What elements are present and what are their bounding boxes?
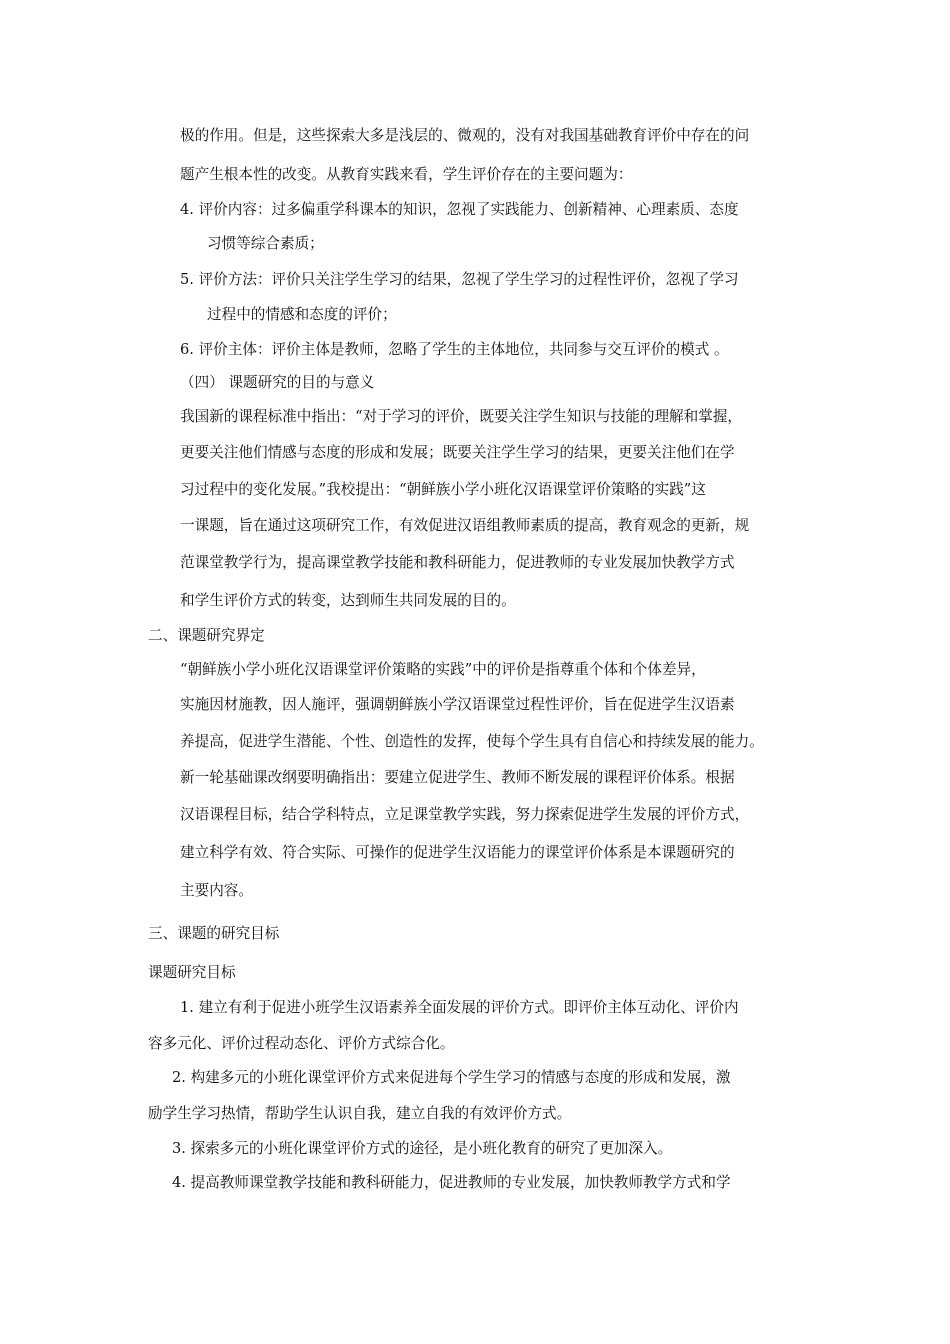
- paragraph-line: 范课堂教学行为，提高课堂教学技能和教科研能力，促进教师的专业发展加快教学方式: [180, 554, 735, 571]
- paragraph-line: 新一轮基础课改纲要明确指出：要建立促进学生、教师不断发展的课程评价体系。根据: [180, 769, 735, 786]
- subsection-heading: 课题研究目标: [148, 964, 236, 981]
- list-item: 4. 提高教师课堂教学技能和教科研能力，促进教师的专业发展，加快教师教学方式和学: [172, 1174, 731, 1191]
- section-heading: 三、课题的研究目标: [148, 925, 280, 942]
- list-item: 5. 评价方法：评价只关注学生学习的结果，忽视了学生学习的过程性评价，忽视了学习: [180, 271, 739, 288]
- paragraph-line: 养提高，促进学生潜能、个性、创造性的发挥，使每个学生具有自信心和持续发展的能力。: [180, 733, 764, 750]
- list-item-continuation: 励学生学习热情，帮助学生认识自我，建立自我的有效评价方式。: [148, 1105, 572, 1122]
- section-heading: 二、课题研究界定: [148, 627, 265, 644]
- list-item: 2. 构建多元的小班化课堂评价方式来促进每个学生学习的情感与态度的形成和发展，激: [172, 1069, 731, 1086]
- paragraph-line: 极的作用。但是，这些探索大多是浅层的、微观的，没有对我国基础教育评价中存在的问: [180, 127, 750, 144]
- paragraph-line: 汉语课程目标，结合学科特点，立足课堂教学实践，努力探索促进学生发展的评价方式，: [180, 806, 750, 823]
- list-item: 1. 建立有利于促进小班学生汉语素养全面发展的评价方式。即评价主体互动化、评价内: [180, 999, 739, 1016]
- list-item: 3. 探索多元的小班化课堂评价方式的途径，是小班化教育的研究了更加深入。: [172, 1140, 673, 1157]
- section-heading: （四） 课题研究的目的与意义: [180, 374, 375, 391]
- list-item-continuation: 习惯等综合素质；: [207, 235, 324, 252]
- paragraph-line: 我国新的课程标准中指出：“对于学习的评价，既要关注学生知识与技能的理解和掌握，: [180, 408, 743, 425]
- paragraph-line: 建立科学有效、符合实际、可操作的促进学生汉语能力的课堂评价体系是本课题研究的: [180, 844, 735, 861]
- list-item-continuation: 容多元化、评价过程动态化、评价方式综合化。: [148, 1035, 455, 1052]
- list-item: 4. 评价内容：过多偏重学科课本的知识，忽视了实践能力、创新精神、心理素质、态度: [180, 201, 739, 218]
- paragraph-line: 习过程中的变化发展。”我校提出：“朝鲜族小学小班化汉语课堂评价策略的实践”这: [180, 481, 706, 498]
- paragraph-line: 一课题，旨在通过这项研究工作，有效促进汉语组教师素质的提高，教育观念的更新，规: [180, 517, 750, 534]
- paragraph-line: 题产生根本性的改变。从教育实践来看，学生评价存在的主要问题为：: [180, 166, 633, 183]
- list-item: 6. 评价主体：评价主体是教师，忽略了学生的主体地位，共同参与交互评价的模式 。: [180, 341, 729, 358]
- paragraph-line: 主要内容。: [180, 882, 253, 899]
- paragraph-line: “朝鲜族小学小班化汉语课堂评价策略的实践”中的评价是指尊重个体和个体差异，: [180, 661, 706, 678]
- paragraph-line: 和学生评价方式的转变，达到师生共同发展的目的。: [180, 592, 516, 609]
- list-item-continuation: 过程中的情感和态度的评价；: [207, 306, 397, 323]
- paragraph-line: 实施因材施教，因人施评，强调朝鲜族小学汉语课堂过程性评价，旨在促进学生汉语素: [180, 696, 735, 713]
- paragraph-line: 更要关注他们情感与态度的形成和发展；既要关注学生学习的结果，更要关注他们在学: [180, 444, 735, 461]
